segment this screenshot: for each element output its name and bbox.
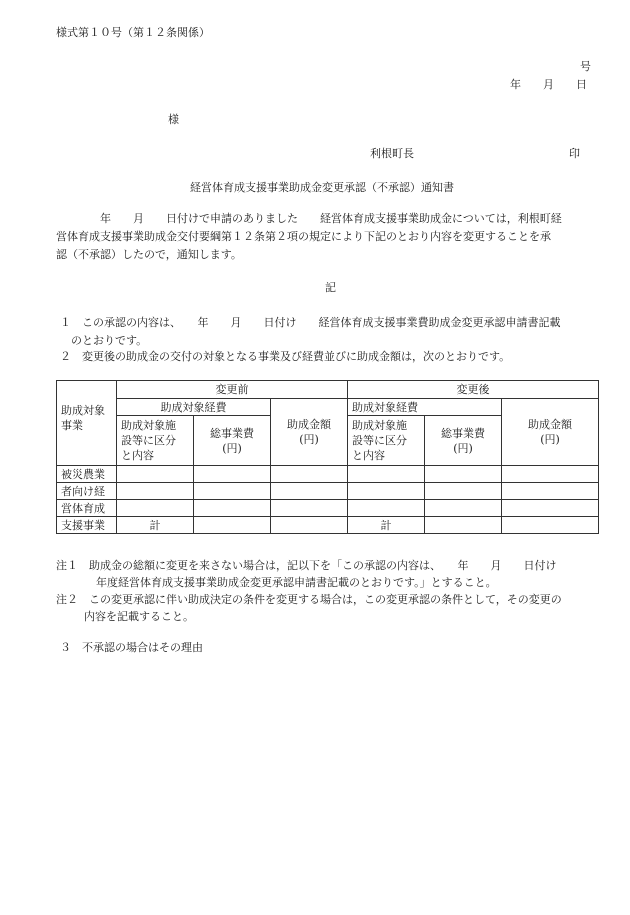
body-line: 営体育成支援事業助成金交付要綱第１２条第２項の規定により下記のとおり内容を変更することを承 (56, 230, 551, 243)
table-cell (502, 500, 599, 517)
number-suffix: 号 (580, 60, 591, 73)
table-cell (194, 517, 271, 534)
item-1-line: のとおりです。 (71, 334, 148, 347)
note-text: この変更承認に伴い助成決定の条件を変更する場合は，この変更承認の条件として，その変更の (78, 593, 562, 606)
before-header: 変更前 (117, 381, 348, 399)
table-cell (194, 483, 271, 500)
table-cell (348, 483, 425, 500)
note-label: 注１ (56, 559, 78, 572)
table-cell (194, 466, 271, 483)
table-cell (117, 500, 194, 517)
item-1 (60, 314, 620, 350)
table-cell (271, 483, 348, 500)
table-cell (425, 483, 502, 500)
table-cell (117, 466, 194, 483)
after-facility-header: 助成対象施 設等に区分 と内容 (348, 416, 425, 466)
date-line: 年 月 日 (510, 78, 587, 91)
project-name-cell: 者向け経 (57, 483, 117, 500)
table-cell (502, 517, 599, 534)
grant-table (56, 380, 599, 534)
note-1 (56, 557, 616, 591)
recipient-suffix: 様 (168, 113, 179, 126)
after-eligible-cost-header: 助成対象経費 (348, 399, 502, 416)
table-cell (425, 466, 502, 483)
note-text: 年度経営体育成支援事業助成金変更承認申請書記載のとおりです。」とすること。 (96, 576, 497, 589)
before-grant-amount-header: 助成金額 (円) (271, 399, 348, 466)
after-total-label: 計 (348, 517, 425, 534)
project-header: 助成対象 事業 (57, 381, 117, 466)
seal: 印 (569, 147, 580, 160)
project-name-cell: 営体育成 (57, 500, 117, 517)
table-cell (502, 483, 599, 500)
issuer: 利根町長 (370, 147, 414, 160)
after-grant-amount-header: 助成金額 (円) (502, 399, 599, 466)
table-cell (348, 500, 425, 517)
before-total-cost-header: 総事業費 (円) (194, 416, 271, 466)
note-text: 内容を記載すること。 (84, 610, 194, 623)
table-cell (194, 500, 271, 517)
body-line: 年 月 日付けで申請のありました 経営体育成支援事業助成金については，利根町経 (56, 212, 562, 225)
document-title: 経営体育成支援事業助成金変更承認（不承認）通知書 (190, 181, 454, 194)
note-label: 注２ (56, 593, 78, 606)
table-cell (117, 483, 194, 500)
item-3: ３ 不承認の場合はその理由 (60, 641, 203, 654)
before-eligible-cost-header: 助成対象経費 (117, 399, 271, 416)
table-cell (502, 466, 599, 483)
table-cell (425, 500, 502, 517)
note-text: 助成金の総額に変更を来さない場合は，記以下を「この承認の内容は、 年 月 日付け (78, 559, 557, 572)
ki-label: 記 (325, 281, 336, 294)
project-name-cell: 被災農業 (57, 466, 117, 483)
form-number: 様式第１０号（第１２条関係） (56, 26, 210, 39)
body-paragraph (56, 210, 616, 264)
body-line: 認（不承認）したので，通知します。 (56, 248, 242, 261)
table-cell (271, 500, 348, 517)
project-name-cell: 支援事業 (57, 517, 117, 534)
after-total-cost-header: 総事業費 (円) (425, 416, 502, 466)
table-cell (425, 517, 502, 534)
table-cell (271, 466, 348, 483)
table-cell (348, 466, 425, 483)
after-header: 変更後 (348, 381, 599, 399)
table-cell (271, 517, 348, 534)
item-1-line: １ この承認の内容は、 年 月 日付け 経営体育成支援事業費助成金変更承認申請書記載 (60, 316, 561, 329)
before-facility-header: 助成対象施 設等に区分 と内容 (117, 416, 194, 466)
before-total-label: 計 (117, 517, 194, 534)
note-2 (56, 591, 616, 625)
item-2: ２ 変更後の助成金の交付の対象となる事業及び経費並びに助成金額は，次のとおりです。 (60, 350, 511, 363)
